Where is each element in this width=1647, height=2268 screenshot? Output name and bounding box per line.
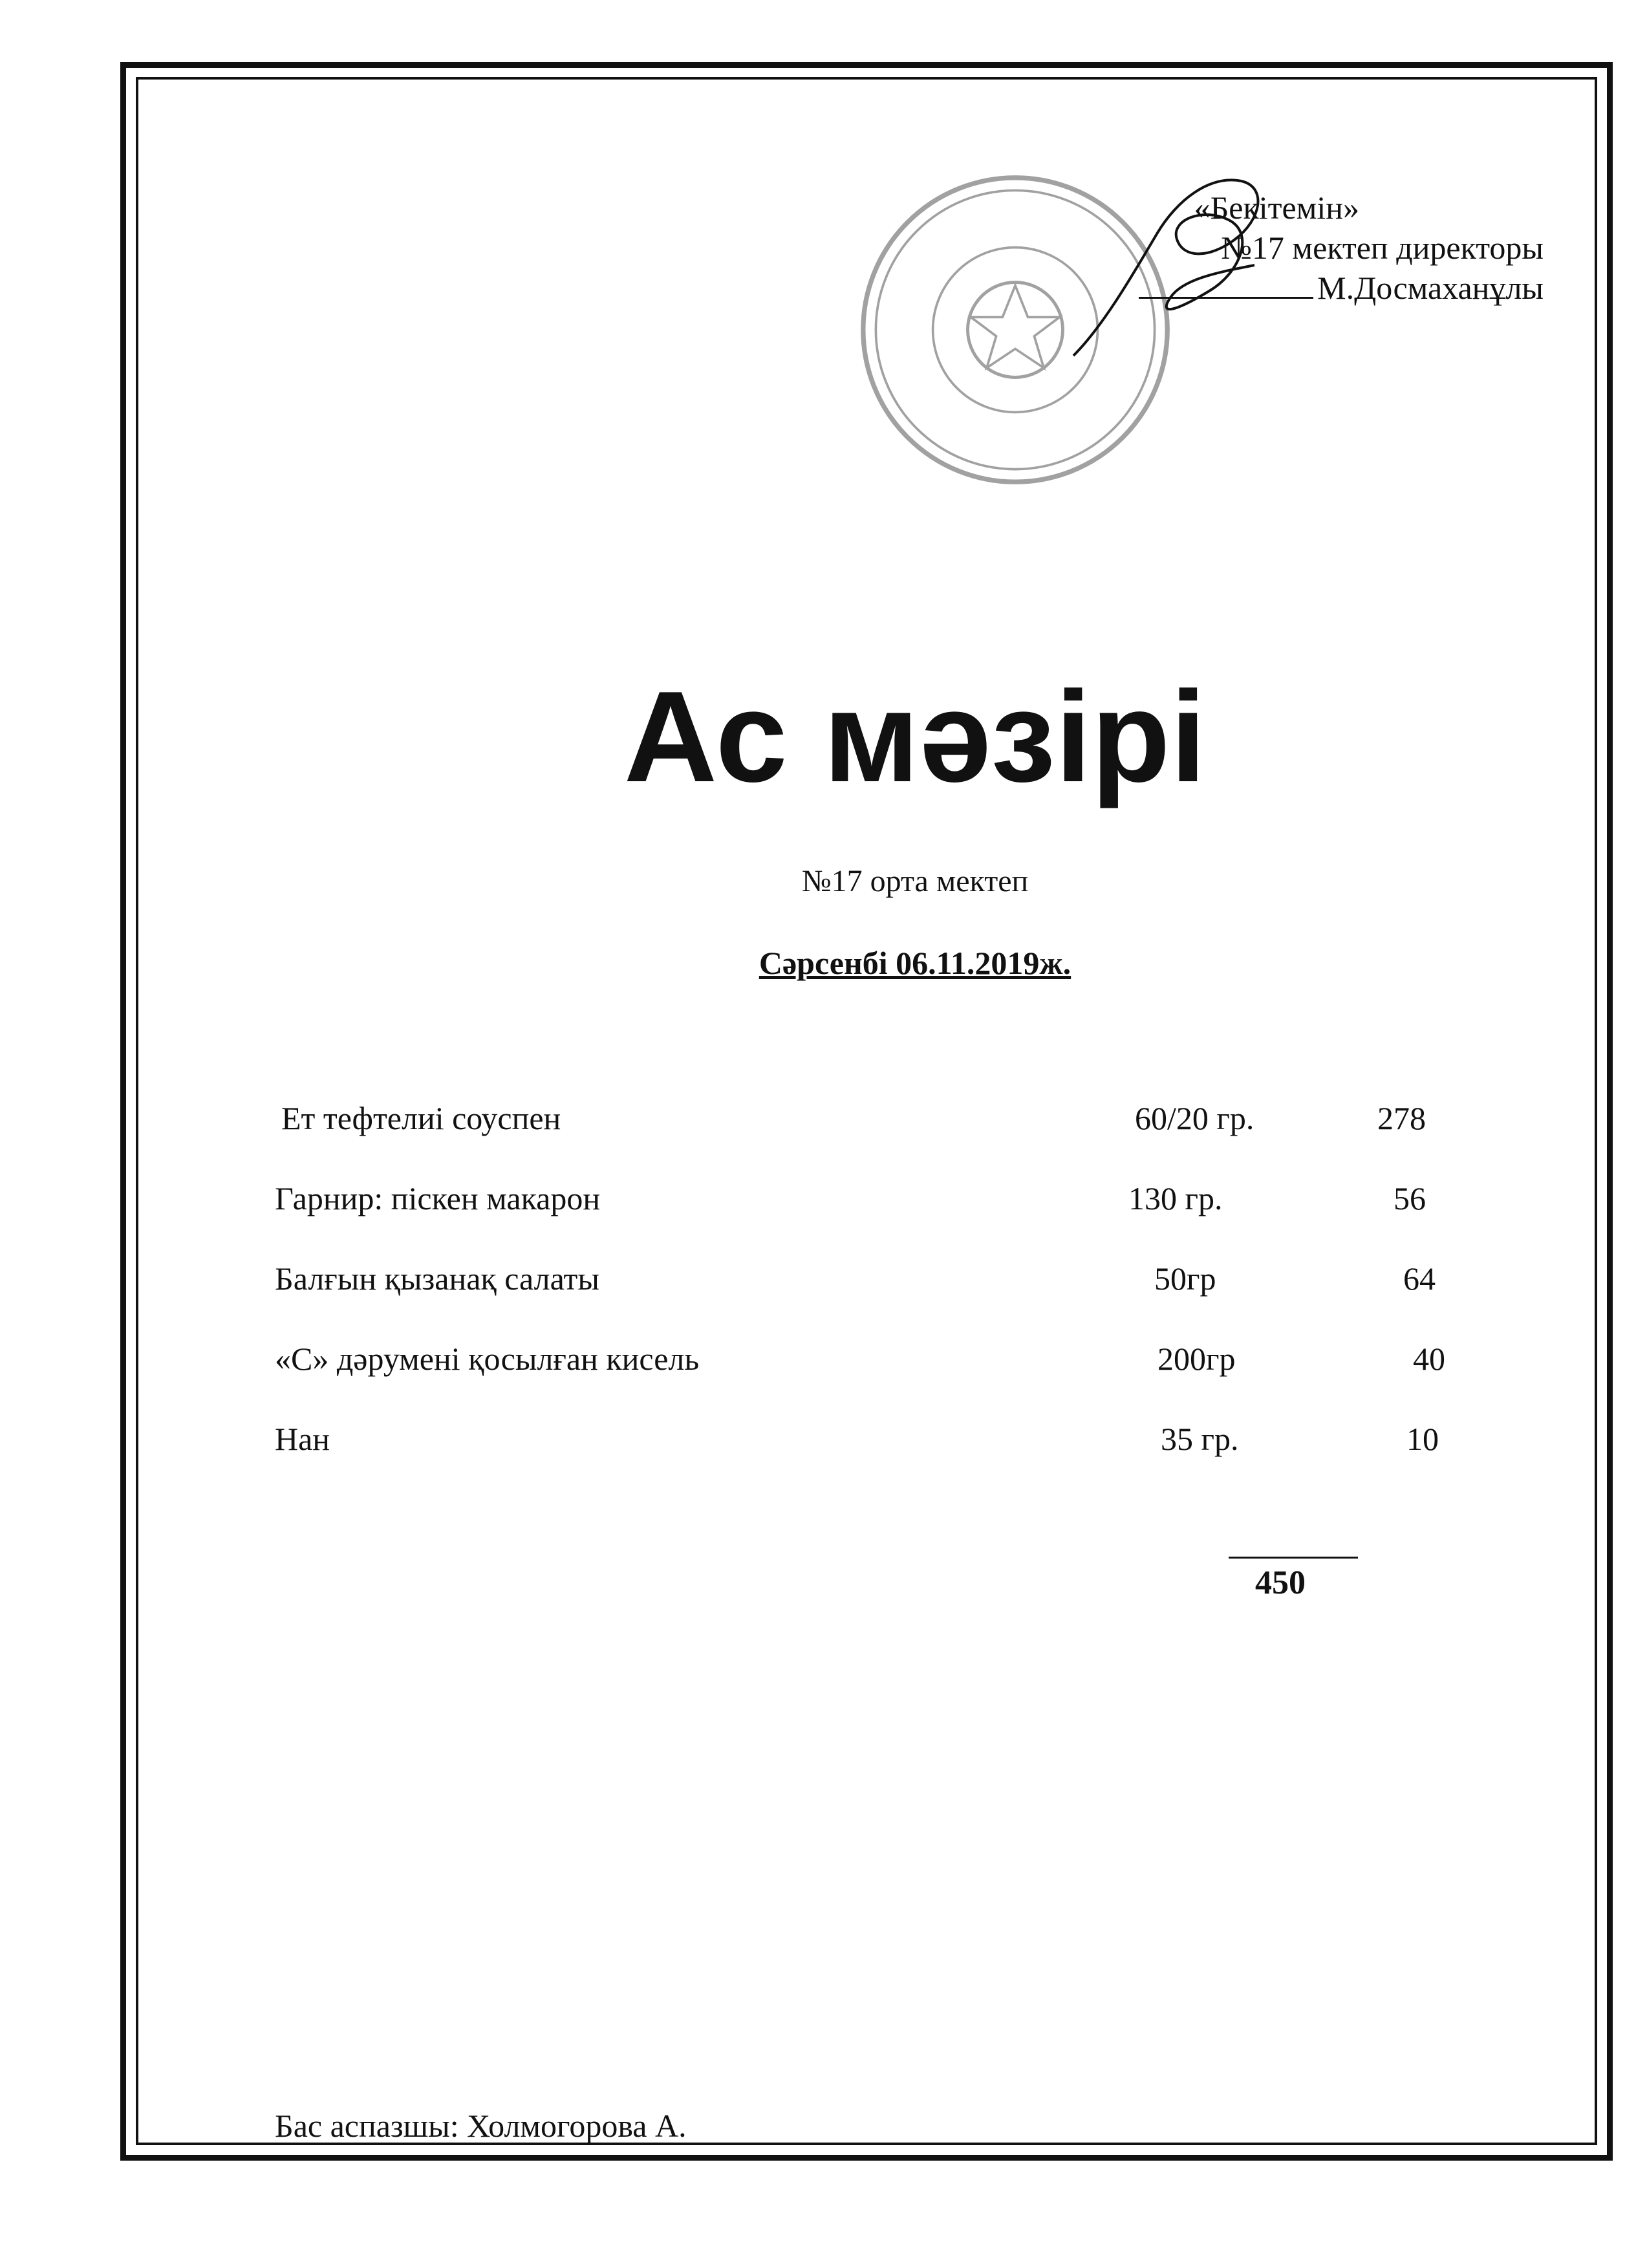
dish-kcal: 64 [1403, 1260, 1436, 1297]
dish-name: Ет тефтелиі соуспен [281, 1100, 561, 1136]
dish-portion: 200гр [1157, 1341, 1236, 1377]
dish-portion: 60/20 гр. [1135, 1100, 1254, 1136]
menu-row [275, 1340, 1471, 1420]
menu-row [275, 1180, 1471, 1260]
menu-list [275, 1099, 1471, 1500]
dish-kcal: 40 [1413, 1341, 1445, 1377]
dish-name: Гарнир: піскен макарон [275, 1180, 601, 1216]
dish-portion: 130 гр. [1128, 1180, 1223, 1216]
dish-portion: 50гр [1154, 1260, 1216, 1297]
menu-row [275, 1420, 1471, 1500]
page-title: Ас мәзірі [623, 665, 1207, 809]
menu-row [275, 1099, 1471, 1180]
approval-heading: «Бекітемін» [1194, 189, 1359, 226]
approval-name: М.Досмаханұлы [1317, 270, 1544, 306]
dish-name: Балғын қызанақ салаты [275, 1260, 599, 1297]
dish-name: «С» дәрумені қосылған кисель [275, 1341, 700, 1377]
dish-kcal: 278 [1377, 1100, 1426, 1136]
dish-kcal: 10 [1406, 1421, 1439, 1457]
dish-portion: 35 гр. [1161, 1421, 1239, 1457]
menu-row [275, 1260, 1471, 1340]
total-kcal: 450 [1255, 1564, 1306, 1601]
school-name: №17 орта мектеп [801, 864, 1029, 898]
dish-kcal: 56 [1394, 1180, 1426, 1216]
approval-signature-line [1139, 268, 1544, 308]
head-chef: Бас аспазшы: Холмогорова А. [275, 2108, 687, 2144]
approval-block [1139, 188, 1544, 308]
dish-name: Нан [275, 1421, 330, 1457]
menu-date: Сәрсенбі 06.11.2019ж. [759, 945, 1071, 981]
total-divider [1229, 1557, 1358, 1559]
approval-position: №17 мектеп директоры [1221, 230, 1544, 266]
